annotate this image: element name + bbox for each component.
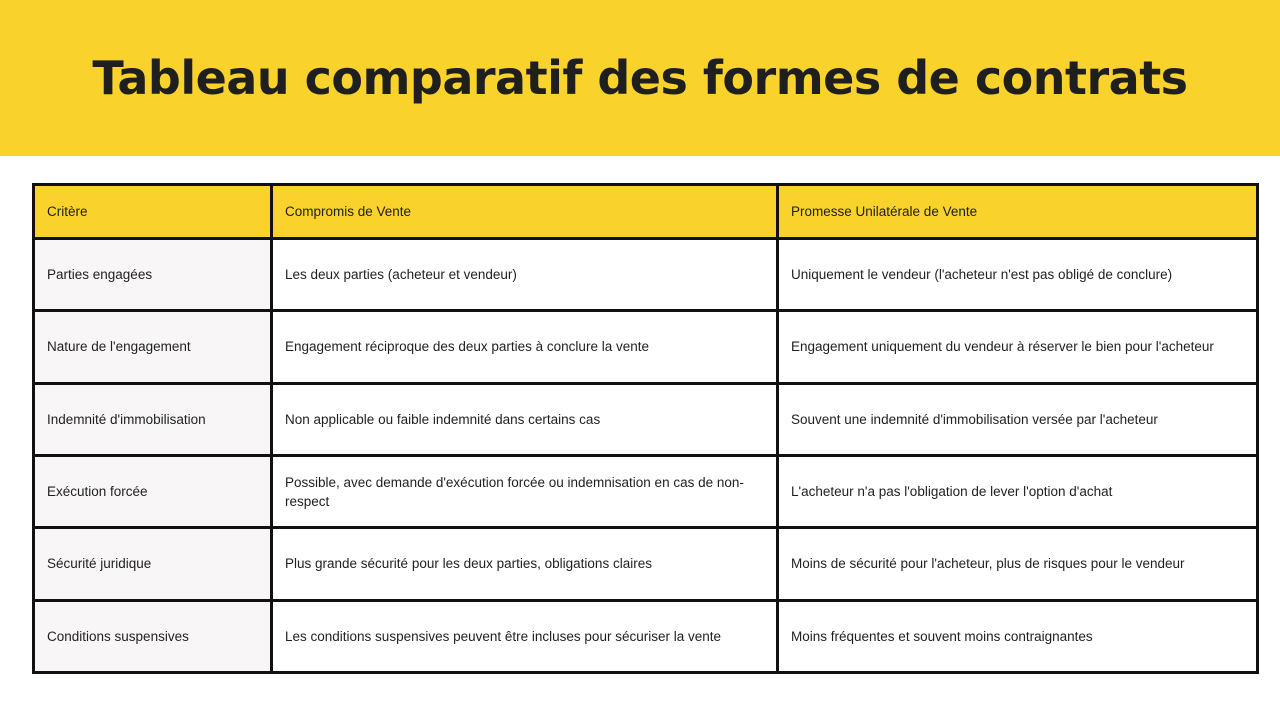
- title-banner: [0, 0, 1280, 156]
- table-header-row: [34, 185, 1258, 239]
- row-compromis-cell: Les conditions suspensives peuvent être incluses pour sécuriser la vente: [272, 600, 778, 672]
- row-promesse-cell: Uniquement le vendeur (l'acheteur n'est pas obligé de conclure): [778, 239, 1258, 311]
- table-row: [34, 600, 1258, 672]
- row-criterion: Nature de l'engagement: [34, 311, 272, 383]
- header-compromis-de-vente: Compromis de Vente: [272, 185, 778, 239]
- table-row: [34, 239, 1258, 311]
- row-compromis-cell: Engagement réciproque des deux parties à conclure la vente: [272, 311, 778, 383]
- row-promesse-cell: Souvent une indemnité d'immobilisation versée par l'acheteur: [778, 383, 1258, 455]
- page-title: Tableau comparatif des formes de contrats: [92, 51, 1188, 105]
- row-promesse-cell: Engagement uniquement du vendeur à réserver le bien pour l'acheteur: [778, 311, 1258, 383]
- header-criterion: Critère: [34, 185, 272, 239]
- row-criterion: Exécution forcée: [34, 455, 272, 527]
- table-row: [34, 455, 1258, 527]
- row-compromis-cell: Plus grande sécurité pour les deux parties, obligations claires: [272, 528, 778, 600]
- row-promesse-cell: Moins fréquentes et souvent moins contraignantes: [778, 600, 1258, 672]
- row-promesse-cell: L'acheteur n'a pas l'obligation de lever l'option d'achat: [778, 455, 1258, 527]
- row-compromis-cell: Possible, avec demande d'exécution forcée ou indemnisation en cas de non-respect: [272, 455, 778, 527]
- comparison-table: [32, 183, 1259, 674]
- header-promesse-unilaterale: Promesse Unilatérale de Vente: [778, 185, 1258, 239]
- row-criterion: Indemnité d'immobilisation: [34, 383, 272, 455]
- table-row: [34, 383, 1258, 455]
- table-row: [34, 311, 1258, 383]
- row-promesse-cell: Moins de sécurité pour l'acheteur, plus de risques pour le vendeur: [778, 528, 1258, 600]
- row-criterion: Parties engagées: [34, 239, 272, 311]
- row-compromis-cell: Les deux parties (acheteur et vendeur): [272, 239, 778, 311]
- table-row: [34, 528, 1258, 600]
- row-compromis-cell: Non applicable ou faible indemnité dans certains cas: [272, 383, 778, 455]
- row-criterion: Conditions suspensives: [34, 600, 272, 672]
- row-criterion: Sécurité juridique: [34, 528, 272, 600]
